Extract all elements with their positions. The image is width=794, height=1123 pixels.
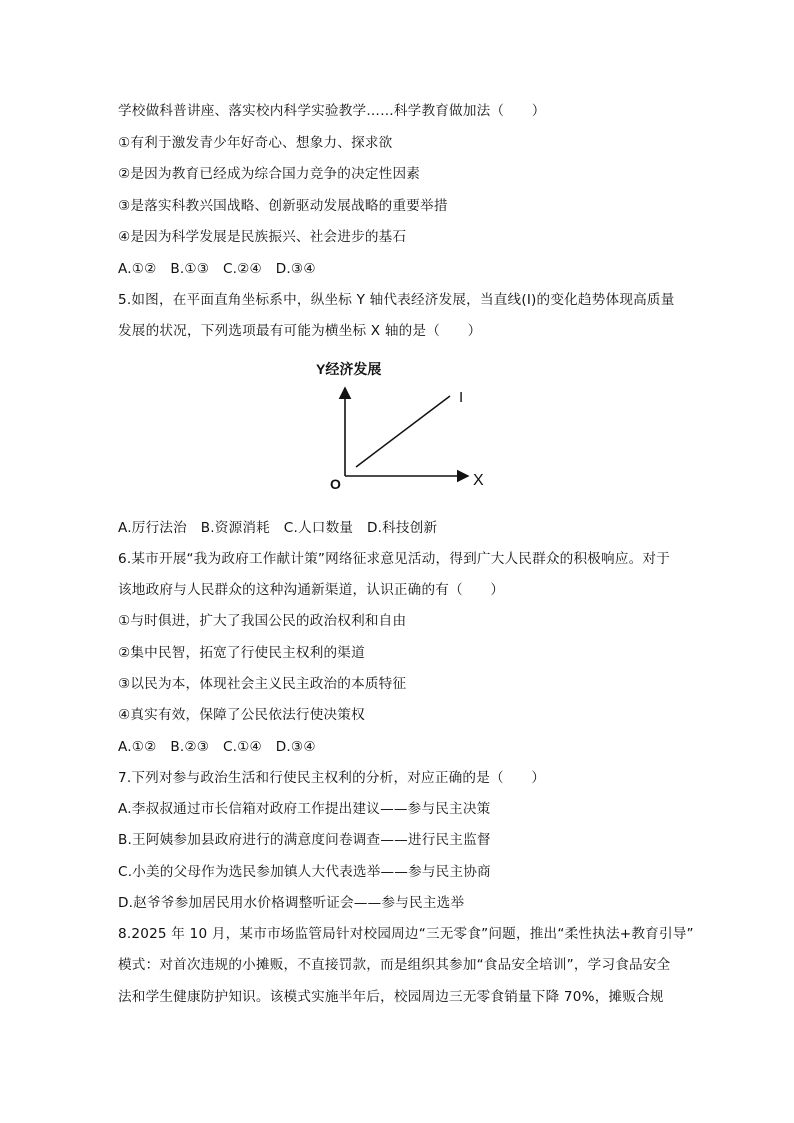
q7-choice-a: A.李叔叔通过市长信箱对政府工作提出建议——参与民主决策 bbox=[118, 801, 491, 817]
q6-option-4: ④真实有效，保障了公民依法行使决策权 bbox=[118, 707, 365, 723]
origin-label: O bbox=[330, 476, 341, 492]
coordinate-figure bbox=[300, 355, 500, 495]
q6-option-2: ②集中民智，拓宽了行使民主权利的渠道 bbox=[118, 645, 365, 661]
question-5-stem-line-1: 5.如图，在平面直角坐标系中，纵坐标 Y 轴代表经济发展，当直线(I)的变化趋势体现高质量 bbox=[118, 292, 675, 308]
question-5-stem-line-2: 发展的状况，下列选项最有可能为横坐标 X 轴的是（ ） bbox=[118, 323, 482, 339]
q7-choice-d: D.赵爷爷参加居民用水价格调整听证会——参与民主选举 bbox=[118, 895, 465, 911]
q6-option-1: ①与时俱进，扩大了我国公民的政治权利和自由 bbox=[118, 613, 407, 629]
q4-answer-choices: A.①② B.①③ C.②④ D.③④ bbox=[118, 261, 316, 277]
x-axis-label: X bbox=[473, 472, 484, 489]
question-6-stem-line-2: 该地政府与人民群众的这种沟通新渠道，认识正确的有（ ） bbox=[118, 582, 505, 598]
y-axis-label: Y经济发展 bbox=[316, 361, 382, 377]
question-8-stem-line-3: 法和学生健康防护知识。该模式实施半年后，校园周边三无零食销量下降 70%，摊贩合规 bbox=[118, 989, 664, 1005]
q7-choice-c: C.小美的父母作为选民参加镇人大代表选举——参与民主协商 bbox=[118, 864, 491, 880]
coordinate-diagram bbox=[300, 355, 500, 495]
q4-option-3: ③是落实科教兴国战略、创新驱动发展战略的重要举措 bbox=[118, 198, 448, 214]
q4-option-4: ④是因为科学发展是民族振兴、社会进步的基石 bbox=[118, 229, 407, 245]
q4-option-2: ②是因为教育已经成为综合国力竞争的决定性因素 bbox=[118, 166, 421, 182]
q5-answer-choices: A.厉行法治 B.资源消耗 C.人口数量 D.科技创新 bbox=[118, 520, 438, 536]
q4-option-1: ①有利于激发青少年好奇心、想象力、探求欲 bbox=[118, 135, 393, 151]
line-label: I bbox=[459, 389, 464, 406]
question-7-stem: 7.下列对参与政治生活和行使民主权利的分析，对应正确的是（ ） bbox=[118, 770, 546, 786]
question-8-stem-line-2: 模式：对首次违规的小摊贩，不直接罚款，而是组织其参加“食品安全培训”，学习食品安全 bbox=[118, 957, 671, 973]
question-4-stem: 学校做科普讲座、落实校内科学实验教学……科学教育做加法（ ） bbox=[118, 103, 546, 119]
question-6-stem-line-1: 6.某市开展“我为政府工作献计策”网络征求意见活动，得到广大人民群众的积极响应。对于 bbox=[118, 551, 671, 567]
q6-option-3: ③以民为本，体现社会主义民主政治的本质特征 bbox=[118, 676, 407, 692]
q7-choice-b: B.王阿姨参加县政府进行的满意度问卷调查——进行民主监督 bbox=[118, 832, 491, 848]
q6-answer-choices: A.①② B.②③ C.①④ D.③④ bbox=[118, 739, 316, 755]
trend-line-i bbox=[356, 396, 450, 467]
question-8-stem-line-1: 8.2025 年 10 月，某市市场监管局针对校园周边“三无零食”问题，推出“柔性执法+教育引导” bbox=[118, 926, 694, 942]
